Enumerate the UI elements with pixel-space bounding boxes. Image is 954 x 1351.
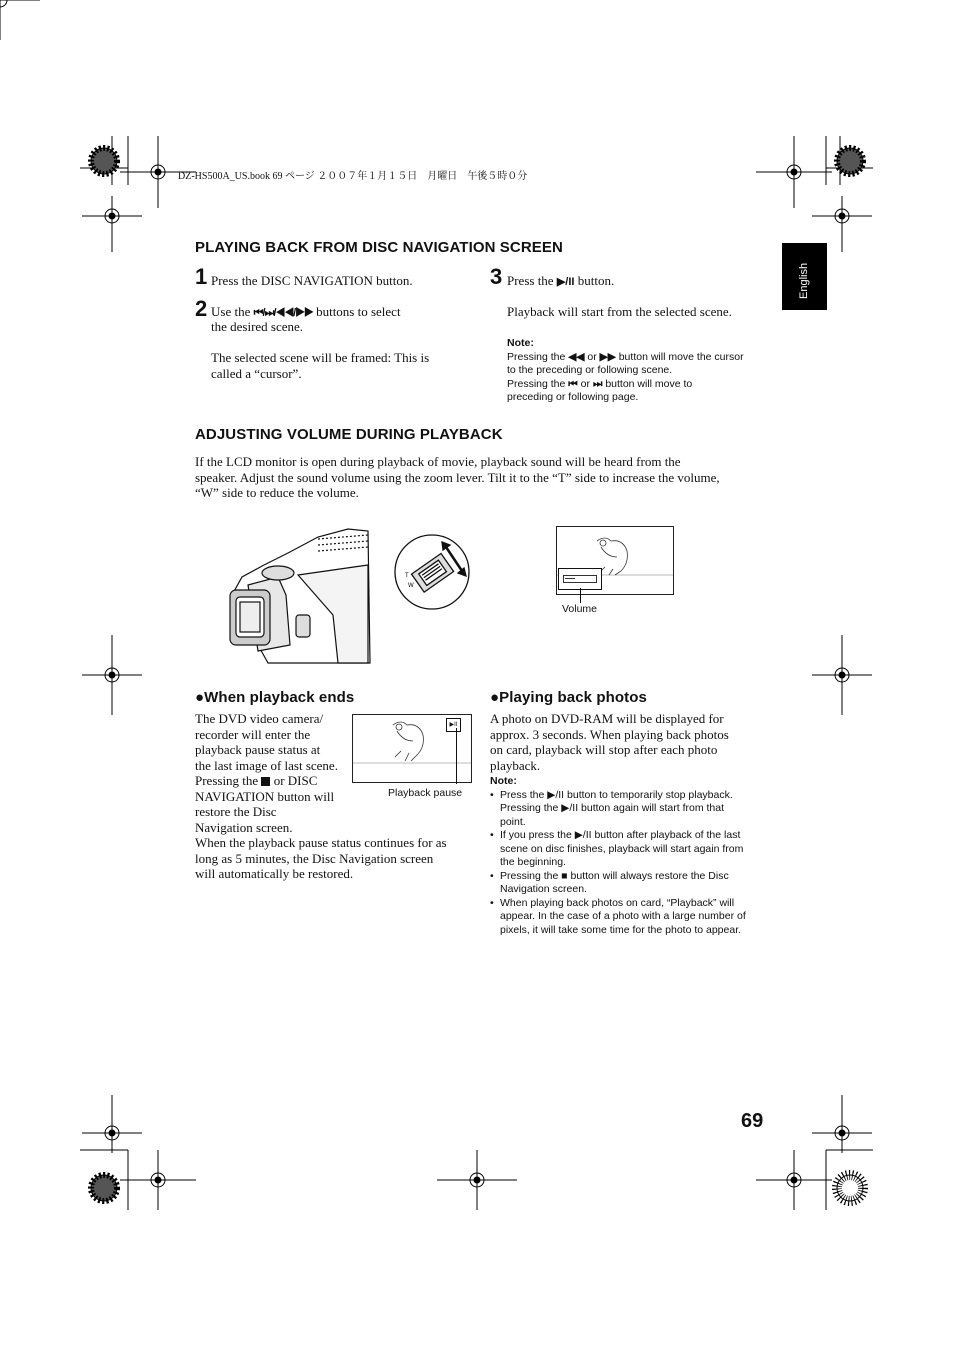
- photos-title: Playing back photos: [499, 689, 647, 706]
- bullet-icon: ●: [195, 689, 205, 706]
- n3l2: pixels, it will take some time for the photo to appear.: [500, 923, 742, 936]
- section-title-disc-navigation: PLAYING BACK FROM DISC NAVIGATION SCREEN: [195, 239, 563, 256]
- n3l1: appear. In the case of a photo with a large number of: [500, 910, 746, 922]
- step-3-para: Playback will start from the selected scene.: [507, 304, 732, 319]
- pe-line-4-suffix: or DISC: [273, 773, 318, 788]
- playback-pause-label: Playback pause: [388, 787, 463, 799]
- section-title-volume: ADJUSTING VOLUME DURING PLAYBACK: [195, 426, 503, 443]
- n1l2: the beginning.: [500, 856, 566, 868]
- step-2-post: buttons to select: [316, 304, 401, 319]
- pe-para2-l1: When the playback pause status continues for as: [195, 835, 447, 850]
- fast-forward-icon: ▶▶: [599, 350, 616, 363]
- note-2-item: [490, 789, 770, 830]
- note-1-l1-post: button will move the cursor: [618, 350, 744, 363]
- note-1-l1-pre: Pressing the: [507, 350, 566, 363]
- step-2-number: 2: [195, 296, 208, 321]
- pe-line-1: recorder will enter the: [195, 726, 311, 742]
- skip-back-icon: ⏮: [568, 377, 578, 390]
- note-1-l2: to the preceding or following scene.: [507, 364, 673, 376]
- pe-line-5: NAVIGATION button will: [195, 788, 335, 804]
- page-number: 69: [741, 1110, 764, 1132]
- pe-line-2: playback pause status at: [195, 742, 321, 757]
- pe-line-7: Navigation screen.: [195, 819, 293, 835]
- n0l1: Pressing the ▶/II button again will start from that: [500, 802, 725, 814]
- step-2-para-l2: called a “cursor”.: [211, 366, 302, 381]
- step-3-text: [507, 273, 614, 291]
- ph-line-0: A photo on DVD-RAM will be displayed for: [490, 711, 724, 726]
- step-3-number: 3: [490, 264, 503, 289]
- volume-screen: [556, 526, 674, 595]
- skip-scan-icons: ⏮/⏭/◀◀/▶▶: [253, 307, 313, 319]
- note-2-item: [490, 897, 770, 938]
- n1l1: scene on disc finishes, playback will start again from: [500, 842, 744, 855]
- pe-line-3: the last image of last scene.: [195, 757, 338, 773]
- stop-icon: [261, 777, 270, 786]
- volume-label: Volume: [562, 603, 598, 615]
- ph-line-1: approx. 3 seconds. When playing back photos: [490, 726, 729, 742]
- note-1-l3-post: button will move to: [605, 377, 693, 390]
- n0l0: • Press the ▶/II button to temporarily stop playback.: [500, 788, 733, 801]
- pe-para2-l2: long as 5 minutes, the Disc Navigation screen: [195, 850, 434, 866]
- note-2-item: [490, 870, 770, 897]
- step-2-pre: Use the: [211, 304, 251, 319]
- volume-para-l2: speaker. Adjust the sound volume using the zoom lever. Tilt it to the “T” side to increase the volume,: [195, 470, 720, 485]
- step-2-line2: the desired scene.: [211, 319, 304, 334]
- note-1-l1-mid: or: [587, 350, 597, 363]
- volume-para-l3: “W” side to reduce the volume.: [195, 485, 359, 500]
- section-title-playback-ends: [195, 689, 354, 706]
- note-1-l3-pre: Pressing the: [507, 377, 566, 390]
- pe-line-0: The DVD video camera/: [195, 711, 324, 726]
- n2l1: Navigation screen.: [500, 883, 587, 895]
- volume-indicator: [558, 568, 602, 590]
- skip-forward-icon: ⏭: [592, 377, 603, 390]
- step-1-number: 1: [195, 264, 208, 289]
- rewind-icon: ◀◀: [568, 350, 585, 363]
- pe-line-6: restore the Disc: [195, 804, 277, 819]
- step-3-post: button.: [577, 273, 615, 288]
- playback-pause-screen: [352, 714, 472, 783]
- section-title-photos: [490, 689, 647, 706]
- playback-ends-title: When playback ends: [204, 689, 355, 706]
- step-3-pre: Press the: [507, 273, 554, 288]
- file-header: DZ-HS500A_US.book 69 ページ ２００７年１月１５日 月曜日 午後５時０分: [178, 171, 528, 182]
- n3l0: • When playing back photos on card, “Playback” will: [500, 896, 735, 909]
- bullet-icon-2: ●: [490, 689, 500, 706]
- volume-para-l1: If the LCD monitor is open during playback of movie, playback sound will be heard from the: [195, 454, 681, 469]
- note-2: [490, 775, 770, 937]
- pe-line-4: Pressing the: [195, 773, 259, 788]
- step-2-para-l1: The selected scene will be framed: This is: [211, 350, 430, 365]
- n1l0: • If you press the ▶/II button after playback of the last: [500, 829, 741, 841]
- pause-indicator: ▶II: [446, 718, 461, 732]
- ph-line-3: playback.: [490, 757, 541, 773]
- photos-para: [490, 711, 729, 773]
- step-1-text: Press the DISC NAVIGATION button.: [211, 273, 413, 288]
- zoom-w-label: W: [408, 583, 414, 589]
- note-2-list: [490, 789, 770, 938]
- note-2-label: Note:: [490, 775, 517, 787]
- zoom-t-label: T: [405, 573, 409, 579]
- n2l0: • Pressing the ■ button will always restore the Disc: [500, 869, 729, 882]
- play-pause-icon: ▶/II: [556, 276, 575, 288]
- n0l2: point.: [500, 815, 526, 828]
- note-1-l3-mid: or: [580, 377, 591, 390]
- note-1-label: Note:: [507, 337, 534, 349]
- pe-para2-l3: will automatically be restored.: [195, 866, 354, 881]
- note-1: [507, 337, 777, 405]
- language-tab-label: English: [798, 262, 810, 299]
- ph-line-2: on card, playback will stop after each photo: [490, 742, 718, 757]
- note-2-item: [490, 829, 770, 870]
- camera-illustration: [218, 525, 473, 665]
- language-tab: [782, 243, 827, 310]
- note-1-l4: preceding or following page.: [507, 391, 639, 403]
